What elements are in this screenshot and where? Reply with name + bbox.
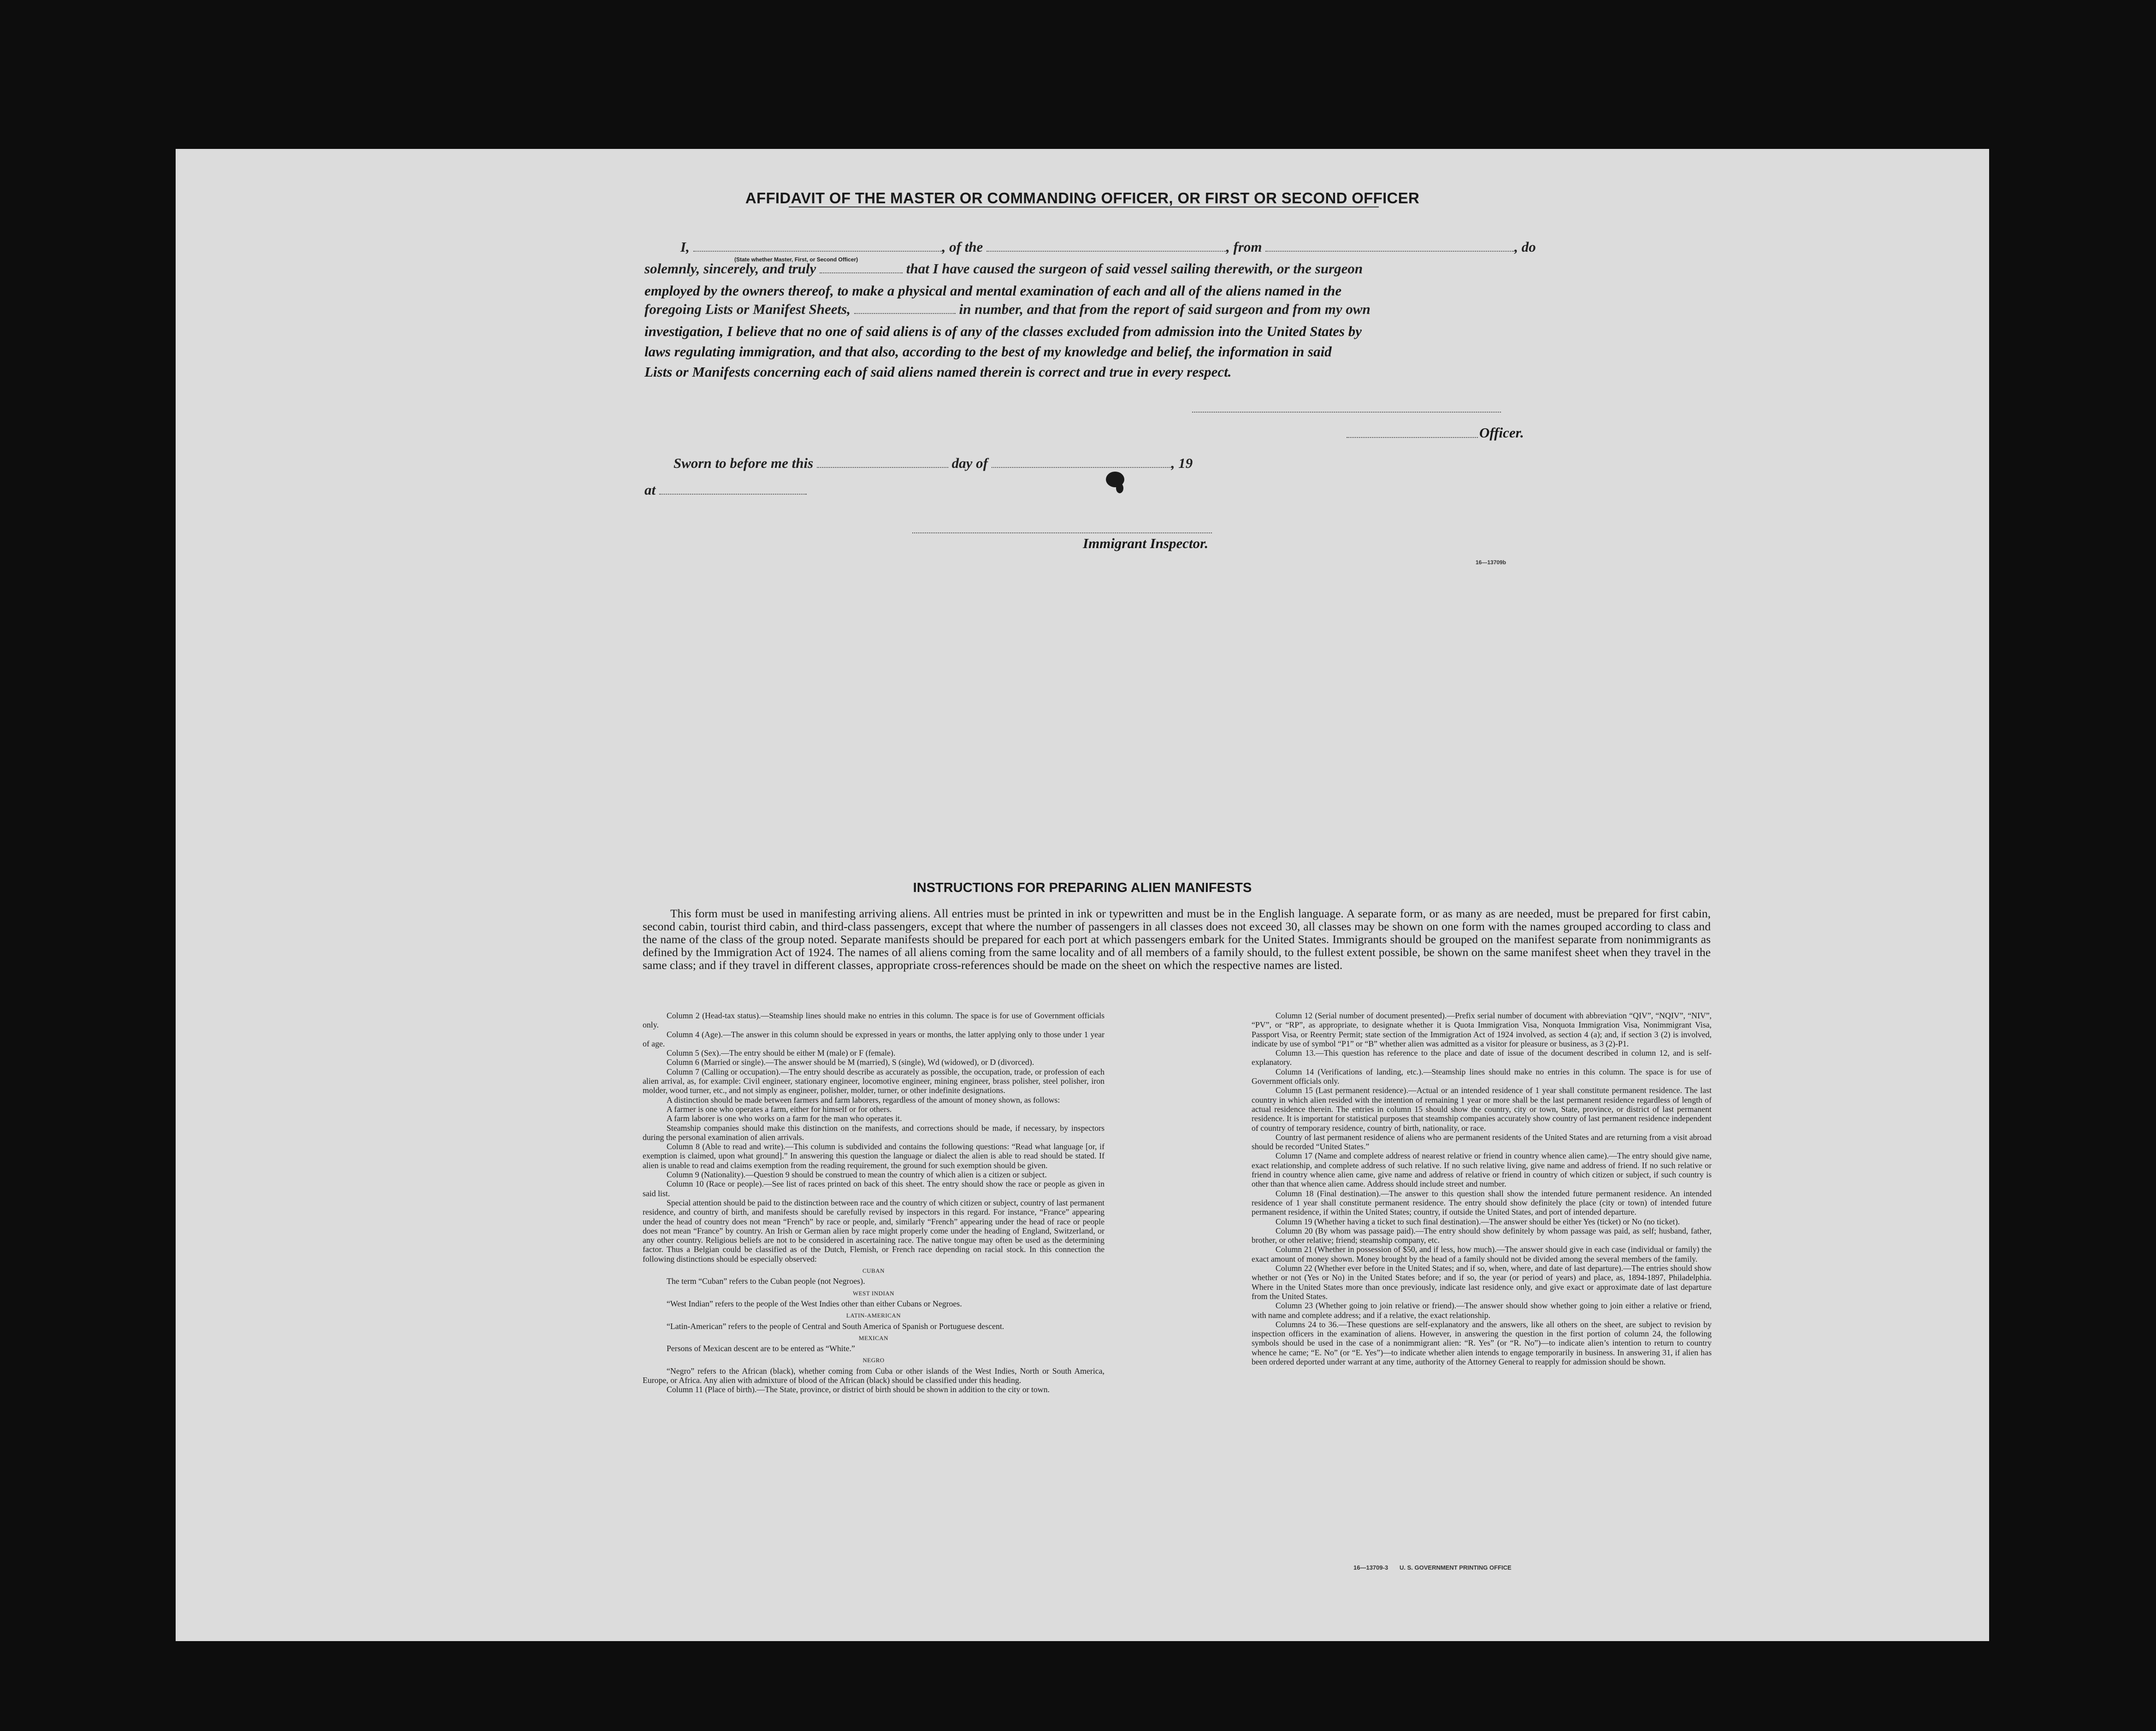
affidavit-line-1 — [644, 239, 1707, 255]
instruction-paragraph: Columns 24 to 36.—These questions are self-explanatory and the answers, like all others on the sheet, are subject to revision by inspection officers in the examination of aliens. However, in answering the question in the first portion of column 24, the following symbols should be used in the case of a nonimmigrant alien: “R. Yes” (or “R. No”)—to indicate alien’s intention to return to country whence he came; “E. No” (or “E. Yes”)—to indicate whether alien intends to engage temporarily in business. In answering 31, if alien has been ordered deported under warrant at any time, authority of the Attorney General to reapply for admission should be shown. — [1252, 1319, 1712, 1366]
instruction-paragraph: Column 8 (Able to read and write).—This column is subdivided and contains the following questions: “Read what language [or, if exemption is claimed, upon what ground].” In answering this question the language or dialect the alien is able to read should be stated. If alien is unable to read and claims exemption from the reading requirement, the ground for such exemption should be given. — [643, 1142, 1105, 1170]
officer-title-line[interactable] — [1347, 437, 1478, 438]
form-code: 16—13709b — [1476, 559, 1506, 566]
instruction-paragraph: Column 22 (Whether ever before in the United States; and if so, when, where, and date of last departure).—The entries should show whether or not (Yes or No) in the United States before; and if so, the year (or period of years) and place, as, 1894-1897, Philadelphia. Where in the United States more than once previously, indicate last residence only, and give exact or approximate date of last departure from the United States. — [1252, 1264, 1712, 1301]
at-place-field[interactable] — [659, 494, 807, 495]
instruction-paragraph: Column 14 (Verifications of landing, etc.).—Steamship lines should make no entries in this column. The space is for use of Government officials only. — [1252, 1067, 1712, 1086]
vessel-name-field[interactable] — [986, 251, 1226, 252]
officer-rank-note: (State whether Master, First, or Second Officer) — [734, 256, 858, 263]
at-line — [644, 482, 807, 498]
officer-name-field[interactable] — [693, 251, 942, 252]
label-surgeon: that I have caused the surgeon of said vessel sailing therewith, or the surgeon — [906, 260, 1363, 277]
instruction-paragraph: A distinction should be made between farmers and farm laborers, regardless of the amount of money shown, as follows: — [667, 1095, 1060, 1105]
instruction-paragraph: Column 19 (Whether having a ticket to such final destination).—The answer should be either Yes (ticket) or No (no ticket). — [1276, 1217, 1680, 1226]
instruction-paragraph: Column 23 (Whether going to join relative or friend).—The answer should show whether going to join either a relative or friend, with name and complete address; and if a relative, the exact relationship. — [1252, 1301, 1712, 1320]
affidavit-title: AFFIDAVIT OF THE MASTER OR COMMANDING OFFICER, OR FIRST OR SECOND OFFICER — [745, 189, 1420, 207]
affidavit-line-2 — [644, 260, 1707, 277]
footer-form-code: 16—13709-3 — [1353, 1564, 1388, 1571]
label-of-the: , of the — [942, 239, 983, 255]
cuban-paragraph: The term “Cuban” refers to the Cuban people (not Negroes). — [667, 1276, 865, 1286]
affidavit-line-6: laws regulating immigration, and that also, according to the best of my knowledge and belief, the information in said — [644, 343, 1332, 360]
instructions-right-column — [1252, 1011, 1712, 1366]
port-from-field[interactable] — [1265, 251, 1514, 252]
manifest-sheet — [176, 149, 1989, 1641]
instruction-paragraph: Country of last permanent residence of aliens who are permanent residents of the United States and are returning from a visit abroad should be recorded “United States.” — [1252, 1132, 1712, 1152]
column-11-paragraph: Column 11 (Place of birth).—The State, province, or district of birth should be shown in addition to the city or town. — [667, 1385, 1050, 1394]
instruction-paragraph: A farm laborer is one who works on a farm for the man who operates it. — [667, 1114, 902, 1123]
instructions-title: INSTRUCTIONS FOR PREPARING ALIEN MANIFESTS — [913, 880, 1252, 895]
day-of-label: day of — [951, 455, 988, 471]
west-indian-heading: WEST INDIAN — [852, 1289, 895, 1297]
label-do: , do — [1514, 239, 1536, 255]
instruction-paragraph: Column 5 (Sex).—The entry should be either M (male) or F (female). — [667, 1048, 896, 1058]
affidavit-line-4 — [644, 301, 1707, 318]
officer-signature-line[interactable] — [1192, 412, 1501, 413]
inspector-signature-line[interactable] — [912, 532, 1212, 533]
label-in-number: in number, and that from the report of said surgeon and from my own — [959, 301, 1370, 317]
cuban-heading: CUBAN — [862, 1267, 885, 1275]
officer-label: Officer. — [1479, 425, 1524, 441]
instructions-left-column — [643, 1011, 1105, 1394]
inspector-label: Immigrant Inspector. — [1083, 535, 1209, 551]
instruction-paragraph: Column 15 (Last permanent residence).—Actual or an intended residence of 1 year shall constitute permanent residence. The last country in which alien resided with the intention of remaining 1 year or more shall be the last permanent residence regardless of length of actual residence therein. The entries in column 15 should show the country, city or town, State, province, or district of last permanent residence. It is important for statistical purposes that steamship companies accurately show country of last permanent residence independent of country of temporary residence, country of birth, nationality, or race. — [1252, 1086, 1712, 1133]
instruction-paragraph: Column 21 (Whether in possession of $50, and if less, how much).—The answer should give in each case (individual or family) the exact amount of money shown. Money brought by the head of a family should not be divided among the several members of the family. — [1252, 1245, 1712, 1264]
footer-printer: U. S. GOVERNMENT PRINTING OFFICE — [1400, 1564, 1512, 1571]
instruction-paragraph: Column 6 (Married or single).—The answer should be M (married), S (single), Wd (widowed), or D (divorced). — [667, 1058, 1034, 1067]
sworn-label: Sworn to before me this — [673, 455, 814, 471]
instruction-paragraph: Special attention should be paid to the distinction between race and the country of which citizen or subject, country of last permanent residence, and country of birth, and manifests should be carefully revised by inspectors in this regard. For instance, “France” appearing under the head of country does not mean “French” by race or people, and, similarly “French” appearing under the head of race or people does not mean “France” by country. An Irish or German alien by race might properly come under the heading of England, Switzerland, or any other country. Religious beliefs are not to be considered in ascertaining race. The native tongue may often be used as the determining factor. Thus a Belgian could be classified as of the Dutch, Flemish, or French race depending on racial stock. In this connection the following distinctions should be especially observed: — [643, 1198, 1105, 1264]
instruction-paragraph: Column 10 (Race or people).—See list of races printed on back of this sheet. The entry should show the race or people as given in said list. — [643, 1179, 1105, 1198]
instruction-paragraph: Column 7 (Calling or occupation).—The entry should describe as accurately as possible, the occupation, trade, or profession of each alien arrival, as, for example: Civil engineer, stationary engineer, locomotive engineer, mining engineer, brass polisher, steel polisher, iron molder, wood turner, etc., and not simply as engineer, polisher, molder, turner, or other indefinite designations. — [643, 1067, 1105, 1095]
label-i: I, — [680, 239, 690, 255]
instruction-paragraph: Column 9 (Nationality).—Question 9 should be construed to mean the country of which alien is a citizen or subject. — [667, 1170, 1047, 1180]
ink-blot — [1116, 483, 1123, 493]
sworn-day-field[interactable] — [817, 467, 948, 468]
instruction-paragraph: Column 12 (Serial number of document presented).—Prefix serial number of document with abbreviation “QIV”, “NQIV”, “NIV”, “PV”, or “RP”, as appropriate, to designate whether it is Quota Immigration Visa, Nonquota Immigration Visa, Nonimmigrant Visa, Passport Visa, or Reentry Permit; state section of the Immigration Act of 1924 involved, as section 4 (a); and, if section 3 (2) is involved, indicate by use of symbol “P1” or “B” whether alien was admitted as a visitor for pleasure or business, as 3 (2)-P1. — [1252, 1011, 1712, 1048]
label-foregoing: foregoing Lists or Manifest Sheets, — [644, 301, 851, 317]
latin-american-heading: LATIN-AMERICAN — [846, 1312, 901, 1319]
instructions-intro — [643, 907, 1711, 972]
instruction-paragraph: Column 2 (Head-tax status).—Steamship lines should make no entries in this column. The space is for use of Government officials only. — [643, 1011, 1105, 1030]
affidavit-line-7: Lists or Manifests concerning each of said aliens named therein is correct and true in every respect. — [644, 364, 1232, 380]
instruction-paragraph: Column 20 (By whom was passage paid).—The entry should show definitely by whom passage was paid, as self; husband, father, brother, or other relative; friend; steamship company, etc. — [1252, 1226, 1712, 1245]
label-solemnly: solemnly, sincerely, and truly — [644, 260, 816, 277]
instruction-paragraph: Steamship companies should make this distinction on the manifests, and corrections should be made, if necessary, by inspectors during the personal examination of alien arrivals. — [643, 1123, 1105, 1142]
sheet-count-field[interactable] — [854, 313, 956, 314]
negro-paragraph: “Negro” refers to the African (black), whether coming from Cuba or other islands of the West Indies, North or South America, Europe, or Africa. Any alien with admixture of blood of the African (black) should be classified under this heading. — [643, 1366, 1105, 1385]
instruction-paragraph: A farmer is one who operates a farm, either for himself or for others. — [667, 1104, 892, 1114]
at-label: at — [644, 482, 656, 498]
affidavit-line-5: investigation, I believe that no one of said aliens is of any of the classes excluded from admission into the United States by — [644, 323, 1362, 339]
mexican-paragraph: Persons of Mexican descent are to be entered as “White.” — [667, 1344, 855, 1353]
mexican-heading: MEXICAN — [858, 1334, 889, 1341]
negro-heading: NEGRO — [862, 1357, 885, 1364]
year-label: , 19 — [1171, 455, 1193, 471]
sworn-line — [673, 455, 1193, 472]
latin-american-paragraph: “Latin-American” refers to the people of Central and South America of Spanish or Portuguese descent. — [667, 1321, 1004, 1331]
sworn-month-field[interactable] — [992, 467, 1171, 468]
oath-type-field[interactable] — [820, 272, 903, 273]
west-indian-paragraph: “West Indian” refers to the people of the West Indies other than either Cubans or Negroes. — [667, 1299, 962, 1308]
instruction-paragraph: Column 13.—This question has reference to the place and date of issue of the document described in column 12, and is self-explanatory. — [1252, 1048, 1712, 1067]
instruction-paragraph: Column 4 (Age).—The answer in this column should be expressed in years or months, the latter applying only to those under 1 year of age. — [643, 1029, 1105, 1048]
label-from: , from — [1226, 239, 1262, 255]
affidavit-line-3: employed by the owners thereof, to make a physical and mental examination of each and all of the aliens named in the — [644, 283, 1342, 299]
instruction-paragraph: Column 17 (Name and complete address of nearest relative or friend in country whence alien came).—The entry should give name, exact relationship, and complete address of such relative. If no such relative living, give name and address of friend. If no such relative or friend in country whence alien came, give name and address of relative or friend in country of which citizen or subject, if such country is other than that whence alien came. Address should include street and number. — [1252, 1151, 1712, 1189]
instruction-paragraph: Column 18 (Final destination).—The answer to this question shall show the intended future permanent residence. An intended residence of 1 year shall constitute permanent residence. The entry should show definitely the place (city or town) of intended future permanent residence, if within the United States; country, if outside the United States, and port of intended departure. — [1252, 1188, 1712, 1217]
intro-text: This form must be used in manifesting arriving aliens. All entries must be printed in ink or typewritten and must be in the English language. A separate form, or as many as are needed, must be prepared for first cabin, second cabin, tourist third cabin, and third-class passengers, except that where the number of passengers in all classes does not exceed 30, all classes may be shown on one form with the names grouped according to class and the name of the class of the group noted. Separate manifests should be prepared for each port at which passengers embark for the United States. Immigrants should be grouped on the manifest separate from nonimmigrants as defined by the Immigration Act of 1924. The names of all aliens coming from the same locality and of all members of a family should, to the fullest extent possible, be shown on the same manifest sheet when they travel in the same class; and if they travel in different classes, appropriate cross-references should be made on the sheet on which the respective names are listed. — [643, 907, 1711, 972]
